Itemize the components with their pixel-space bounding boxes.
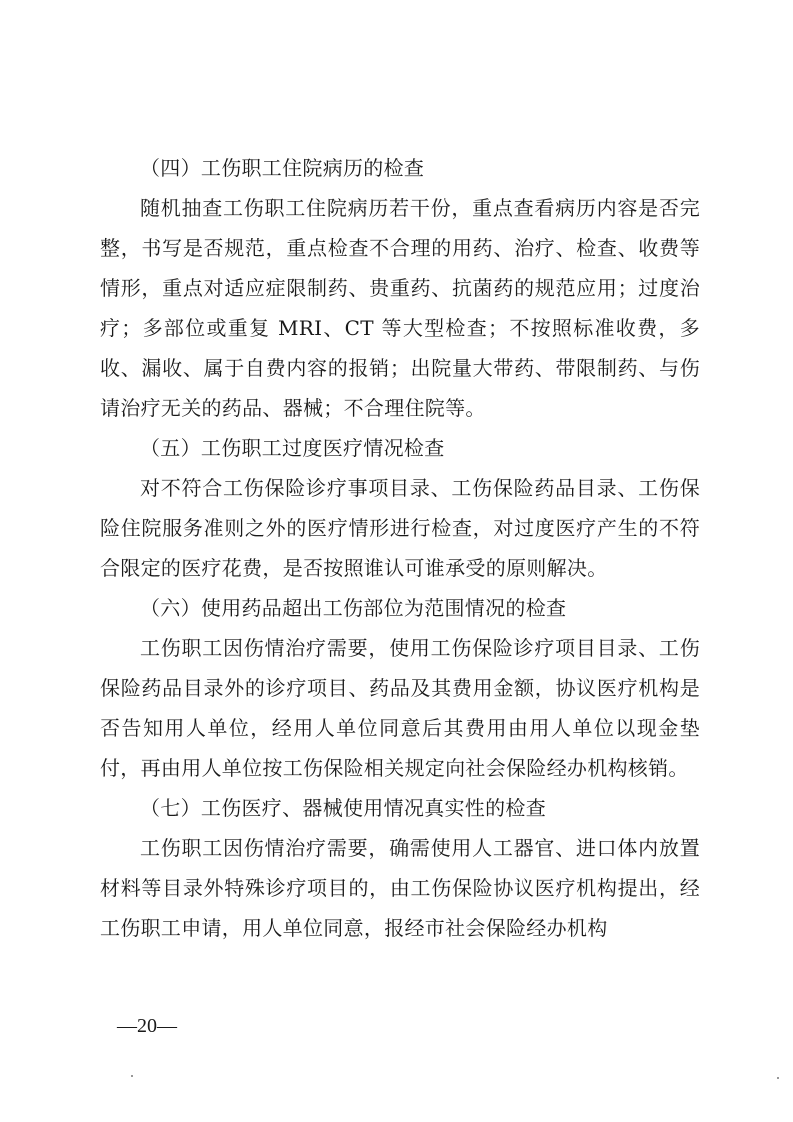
section-heading-6: （六）使用药品超出工伤部位为范围情况的检查: [140, 596, 567, 620]
body-paragraph: 工伤职工因伤情治疗需要，使用工伤保险诊疗项目目录、工伤保险药品目录外的诊疗项目、药品及其费用金额，协议医疗机构是否告知用人单位，经用人单位同意后其费用由用人单位以现金垫付，再由用人单位按工伤保险相关规定向社会保险经办机构核销。: [100, 636, 700, 780]
section-heading-5: （五）工伤职工过度医疗情况检查: [140, 436, 445, 460]
document-body: [100, 148, 700, 948]
page-number: —20—: [117, 1015, 177, 1037]
section-heading-4: （四）工伤职工住院病历的检查: [140, 156, 425, 180]
scan-speck: [131, 1075, 133, 1077]
body-paragraph: 工伤职工因伤情治疗需要，确需使用人工器官、进口体内放置材料等目录外特殊诊疗项目的，由工伤保险协议医疗机构提出，经工伤职工申请，用人单位同意，报经市社会保险经办机构: [100, 836, 700, 940]
section-heading-7: （七）工伤医疗、器械使用情况真实性的检查: [140, 796, 546, 820]
body-paragraph: 对不符合工伤保险诊疗事项目录、工伤保险药品目录、工伤保险住院服务准则之外的医疗情形进行检查，对过度医疗产生的不符合限定的医疗花费，是否按照谁认可谁承受的原则解决。: [100, 476, 700, 580]
body-paragraph: 随机抽查工伤职工住院病历若干份，重点查看病历内容是否完整，书写是否规范，重点检查不合理的用药、治疗、检查、收费等情形，重点对适应症限制药、贵重药、抗菌药的规范应用；过度治疗；多部位或重复 MRI、CT 等大型检查；不按照标准收费，多收、漏收、属于自费内容的报销；出院量大带药、带限制药、与伤请治疗无关的药品、器械；不合理住院等。: [100, 196, 700, 420]
scan-speck: [777, 1077, 779, 1079]
